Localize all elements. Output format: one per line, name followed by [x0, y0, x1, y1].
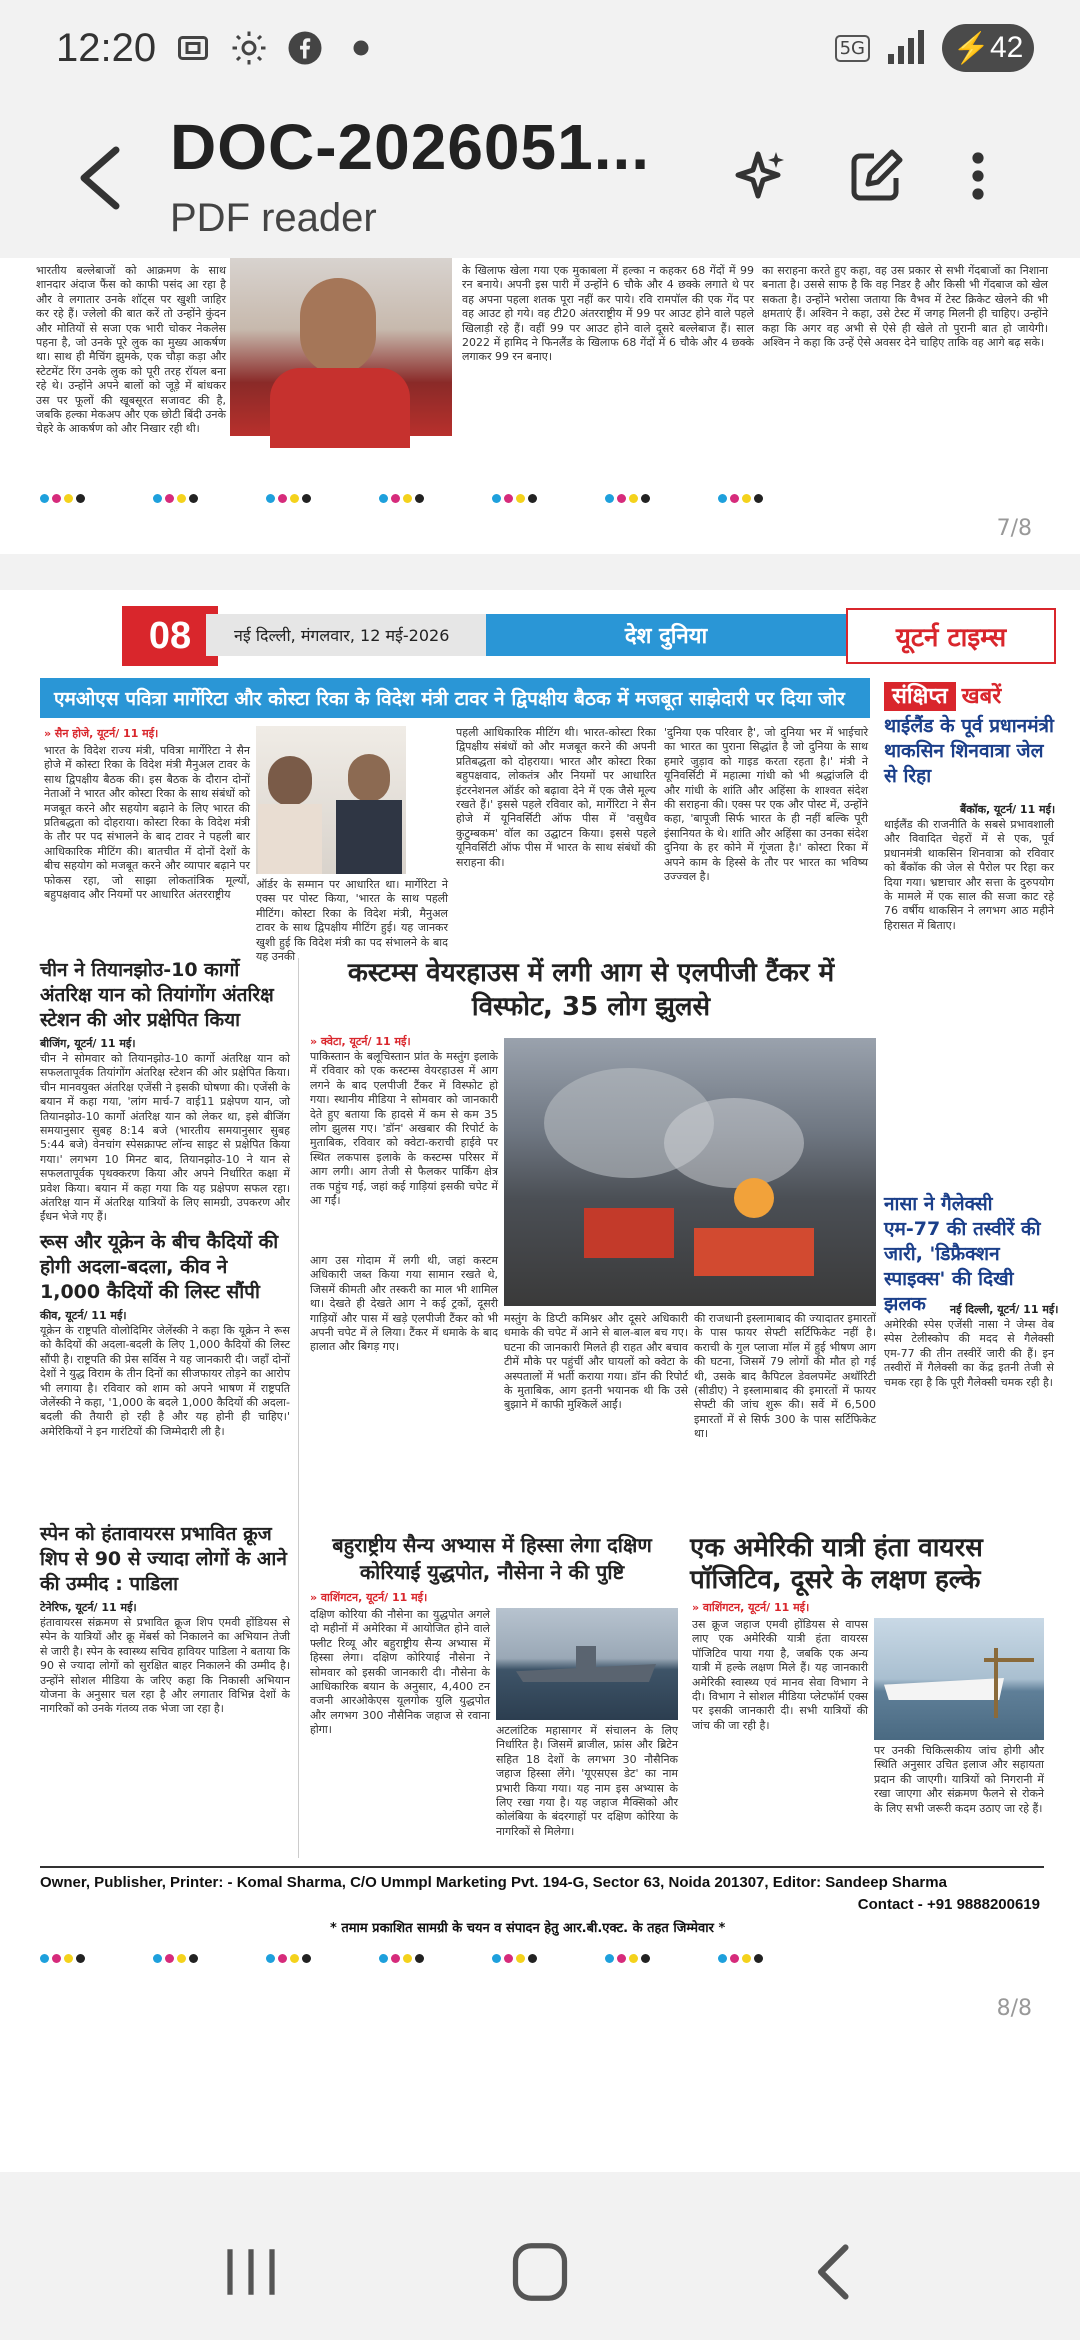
sidebar-story2-dateline: नई दिल्ली, यूटर्न/ 11 मई।	[950, 1303, 1059, 1316]
status-time: 12:20	[56, 26, 157, 70]
story3-body: यूक्रेन के राष्ट्रपति वोलोदिमिर जेलेंस्की ने कहा कि यूक्रेन ने रूस को कैदियों की अदला-बदली के लिए 1,000 कैदियों की लिस्ट सौंपी है। राष्ट्रपति की प्रेस सर्विस ने यह जानकारी दी। जहाँ दोनों देशों ने युद्ध विराम के तीन दिनों का सीजफायर तोड़ने का आरोप भी लगाया है। रविवार को शाम को अपने भाषण में राष्ट्रपति जेलेंस्की ने कहा, '1,000 के बदले 1,000 कैदियों की अदला-बदली की तैयारी हो रही है और यह होनी ही चाहिए।' अमेरिकियों ने इन गारंटियों की जिम्मेदारी ली है।	[40, 1324, 290, 1438]
bolt-icon: ⚡	[952, 31, 990, 65]
story6-column-1: दक्षिण कोरिया की नौसेना का युद्धपोत अगले दो महीनों में अमेरिका में आयोजित होने वाले फ्लीट रिव्यू और बहुराष्ट्रीय सैन्य अभ्यास में हिस्सा लेगा। दक्षिण कोरियाई नौसेना ने सोमवार को इसकी जानकारी दी। नौसेना के आधिकारिक बयान के अनुसार, 4,400 टन वजनी आरओकेएस यूलगोक युलि युद्धपोत और लगभग 300 नौसैनिक जहाज से रवाना होगा।	[310, 1608, 490, 1737]
page7-column-1: भारतीय बल्लेबाजों को आक्रमण के साथ शानदार अंदाज फैंस को काफी पसंद आ रहा है और वे लगातार उनके शॉट्स पर खुशी जाहिर कर रहे हैं। ज्लेलो की बात करें तो उन्होंने कुंदन और मोतियों से सजा एक भारी चोकर नेकलेस पहना है, जो उनके पूरे लुक का मुख्य आकर्षण था। साथ ही मैचिंग झुमके, एक चौड़ा कड़ा और स्टेटमेंट रिंग उनके लुक को पूरी तरह रॉयल बना रहे थे। उन्होंने अपने बालों को जूड़े में बांधकर उस पर फूलों की खूबसूरत सजावट की है, जबकि हल्का मेकअप और एक छोटी बिंदी उनके चेहरे के आकर्षण को और निखार रही थी।	[36, 264, 226, 436]
story2-dateline: बीजिंग, यूटर्न/ 11 मई।	[40, 1037, 136, 1050]
lead-headline: एमओएस पवित्रा मार्गेरिटा और कोस्टा रिका के विदेश मंत्री टावर ने द्विपक्षीय बैठक में मजबूत साझेदारी पर दिया जोर	[40, 678, 870, 718]
registration-marks-2	[40, 1954, 763, 1963]
navigation-bar	[0, 2200, 1080, 2340]
story6-headline: बहुराष्ट्रीय सैन्य अभ्यास में हिस्सा लेगा दक्षिण कोरियाई युद्धपोत, नौसेना ने की पुष्टि	[332, 1533, 652, 1584]
ai-sparkle-icon[interactable]	[730, 146, 790, 206]
story4-headline: स्पेन को हंतावायरस प्रभावित क्रूज शिप से 90 से ज्यादा लोगों के आने की उम्मीद : पाडिला	[40, 1523, 287, 1595]
column-divider	[298, 958, 299, 1858]
footer-rule	[40, 1866, 1044, 1868]
section-title: देश दुनिया	[486, 614, 846, 656]
lead-column-1: भारत के विदेश राज्य मंत्री, पवित्रा मार्गेरिटा ने सैन होजे में कोस्टा रिका के विदेश मंत्री मैनुअल टावर के साथ द्विपक्षीय बैठक की। इस बैठक के दौरान दोनों नेताओं ने भारत और कोस्टा रिका के साथ संबंधों को मजबूत करने और सहयोग बढ़ाने के लिए भारत की प्रतिबद्धता को दोहराया। कोस्टा रिका के विदेश मंत्री के तौर पर पद संभालने के बाद टावर ने पहली बार आधिकारिक मीटिंग की। बातचीत में दोनों देशों के बीच सहयोग को मजबूत करने और व्यापार बढ़ाने पर फोकस रहा, जो साझा लोकतांत्रिक मूल्यों, बहुपक्षवाद और नियमों पर आधारित अंतरराष्ट्रीय	[44, 744, 250, 902]
story7-column-2: पर उनकी चिकित्सकीय जांच होगी और स्थिति अनुसार उचित इलाज और सहायता प्रदान की जाएगी। यात्रियों को निगरानी में रखा जाएगा और संक्रमण फैलने से रोकने के लिए सभी जरूरी कदम उठाए जा रहे हैं।	[874, 1744, 1044, 1815]
home-button[interactable]	[505, 2242, 575, 2302]
sidebar-header	[884, 680, 1001, 710]
lead-column-4: 'दुनिया एक परिवार है', जो दुनिया भर में भाईचारे का भारत का पुराना सिद्धांत है जो दुनिया के साथ हमारे जुड़ाव को गाइड करता रहता है।' मंत्री ने यूनिवर्सिटी में महात्मा गांधी को भी श्रद्धांजलि दी और गांधी के शांति और अहिंसा के शाश्वत संदेश की सराहना की। एक्स पर एक और पोस्ट में, उन्होंने कहा, 'बापूजी सिर्फ भारत के ही नहीं बल्कि पूरी इंसानियत के थे। शांति और अहिंसा का उनका संदेश दुनिया के हर कोने में गूंजता है।' कोस्टा रिका में अपने काम के हिस्से के तौर पर भारत का भविष्य उज्ज्वल है।	[664, 726, 868, 884]
story5-column-1: पाकिस्तान के बलूचिस्तान प्रांत के मस्तुंग इलाके में रविवार को एक कस्टम्स वेयरहाउस में आग लगने के बाद एलपीजी टैंकर में विस्फोट हो गया। स्थानीय मीडिया ने सोमवार को जानकारी देते हुए बताया कि हादसे में कम से कम 35 लोग झुलस गए। 'डॉन' अखबार की रिपोर्ट के मुताबिक, रविवार को क्वेटा-कराची हाईवे पर स्थित लकपास इलाके के कस्टम्स परिसर में आग लगी। आग तेजी से फैलकर पार्किंग क्षेत्र तक पहुंच गई, जहां कई गाड़ियां इसकी चपेट में आ गईं।	[310, 1050, 498, 1208]
sidebar-story1-dateline: बैंकॉक, यूटर्न/ 11 मई।	[960, 803, 1056, 816]
page-indicator: 7/8	[996, 516, 1032, 541]
story4-body: हंतावायरस संक्रमण से प्रभावित क्रूज शिप एमवी होंडियस से स्पेन के यात्रियों और क्रू मेंबर्स को निकालने का अभियान तेजी से जारी है। स्पेन के स्वास्थ्य सचिव हावियर पाडिला ने बताया कि 90 से ज्यादा लोगों को सुरक्षित बाहर निकालने की उम्मीद है। उन्होंने सोशल मीडिया के जरिए कहा कि निकासी अभियान योजना के अनुसार चल रहा है और लगातार विभिन्न देशों के नागरिकों को उनके गंतव्य तक भेजा जा रहा है।	[40, 1616, 290, 1716]
lead-dateline: » सैन होजे, यूटर्न/ 11 मई।	[44, 727, 159, 740]
back-arrow-icon[interactable]	[72, 146, 132, 210]
app-bar	[0, 100, 1080, 258]
signal-icon	[886, 30, 926, 66]
back-button[interactable]	[800, 2242, 870, 2302]
story7-headline: एक अमेरिकी यात्री हंता वायरस पॉजिटिव, दूसरे के लक्षण हल्के	[690, 1533, 983, 1595]
newspaper-page-number: 08	[122, 606, 218, 666]
registration-marks	[40, 494, 763, 503]
status-icons	[175, 30, 379, 66]
pdf-page-8[interactable]	[0, 590, 1080, 2172]
recents-button[interactable]	[216, 2242, 286, 2302]
page7-column-3: का सराहना करते हुए कहा, वह उस प्रकार से सभी गेंदबाजों का निशाना बनाता है। उससे साफ है कि वह निडर है और किसी भी गेंदबाज को खेल सकता है। उन्होंने भरोसा जताया कि वैभव में टेस्ट क्रिकेट खेलने की भी क्षमताएं हैं। अश्विन ने कहा, उसे टेस्ट में जगह मिलनी ही चाहिए। उन्होंने कहा कि अगर वह अभी से ऐसे ही खेले तो पुरानी बात हो जायेगी। अश्विन ने कहा कि उन्हें ऐसे अवसर देने चाहिए ताकि वह आगे बढ़ सके।	[762, 264, 1048, 350]
status-bar	[0, 0, 1080, 100]
app-subtitle: PDF reader	[170, 196, 377, 240]
story5-column-3: मस्तुंग के डिप्टी कमिश्नर और दूसरे अधिकारी धमाके की चपेट में आने से बाल-बाल बच गए। घटना की जानकारी मिलते ही राहत और बचाव टीमें मौके पर पहुंचीं और घायलों को क्वेटा के अस्पतालों में भर्ती कराया गया। डॉन की रिपोर्ट के मुताबिक, आग इतनी भयानक थी कि उसे बुझाने में काफी मुश्किलें आईं।	[504, 1312, 688, 1412]
lead-column-2: ऑर्डर के सम्मान पर आधारित था। मार्गेरिटा ने एक्स पर पोस्ट किया, 'भारत के साथ पहली मीटिंग। कोस्टा रिका के विदेश मंत्री, मैनुअल टावर के साथ द्विपक्षीय मीटिंग हुई। यह जानकर खुशी हुई कि विदेश मंत्री का पद संभालने के बाद यह उनकी	[256, 878, 448, 964]
sidebar-label-a: संक्षिप्त	[884, 682, 956, 711]
imprint-line: Owner, Publisher, Printer: - Komal Sharma, C/O Ummpl Marketing Pvt. 194-G, Sector 63, Noida 201307, Editor: Sandeep Sharma	[40, 1874, 947, 1891]
page-indicator-2: 8/8	[996, 1996, 1032, 2021]
network-badge: 5G	[835, 35, 870, 62]
sidebar-label-b: खबरें	[961, 684, 1002, 709]
disclaimer-line: * तमाम प्रकाशित सामग्री के चयन व संपादन हेतु आर.बी.एक्ट. के तहत जिम्मेवार *	[330, 1921, 726, 1936]
newspaper-brand: यूटर्न टाइम्स	[846, 608, 1056, 664]
dot-icon	[343, 30, 379, 66]
contact-line: Contact - +91 9888200619	[857, 1896, 1040, 1913]
sidebar-story2-headline: नासा ने गैलेक्सी एम-77 की तस्वीरें की जारी, 'डिफ्रैक्शन स्पाइक्स' की दिखी झलक	[884, 1193, 1041, 1315]
story5-dateline: » क्वेटा, यूटर्न/ 11 मई।	[310, 1035, 411, 1048]
sidebar-story1-headline: थाईलैंड के पूर्व प्रधानमंत्री थाकसिन शिनवात्रा जेल से रिहा	[884, 715, 1054, 787]
story4-dateline: टेनेरिफ, यूटर्न/ 11 मई।	[40, 1601, 137, 1614]
page7-column-2: के खिलाफ खेला गया एक मुकाबला में हल्का न कहकर 68 गेंदों में 99 रन बनाये। अपनी इस पारी में उन्होंने 6 चौके और 4 छक्के लगाते थे पर वह अपना पहला शतक पूरा नहीं कर पाये। रवि रामपॉल की एक गेंद पर वह आउट हो गये। वह टी20 अंतरराष्ट्रीय में 99 पर आउट होने वाले पहले खिलाड़ी रहे हैं। वहीं 99 पर आउट होने वाले दूसरे बल्लेबाज हैं। साल 2022 में हामिद ने फिनलैंड के खिलाफ 68 गेंदों में 6 चौके और 4 छक्के लगाकर 99 रन बनाए।	[462, 264, 754, 364]
story5-headline: कस्टम्स वेयरहाउस में लगी आग से एलपीजी टैंकर में विस्फोट, 35 लोग झुलसे	[347, 958, 835, 1022]
story2-body: चीन ने सोमवार को तियानझोउ-10 कार्गो अंतरिक्ष यान को सफलतापूर्वक तियांगोंग अंतरिक्ष स्टेशन की ओर प्रक्षेपित किया। चीन मानवयुक्त अंतरिक्ष एजेंसी ने इसकी घोषणा की। एजेंसी के बयान में कहा गया, 'लांग मार्च-7 वाई11 प्रक्षेपण यान, जो तियानझोउ-10 कार्गो अंतरिक्ष यान को लेकर था, इसे बीजिंग समयानुसार सुबह 8:14 बजे (भारतीय समयानुसार सुबह 5:44 बजे) वेनचांग स्पेसक्राफ्ट लॉन्च साइट से प्रक्षेपित किया गया।' लगभग 10 मिनट बाद, तियानझोउ-10 ने यान से सफलतापूर्वक पृथक्करण किया और अपने निर्धारित कक्षा में प्रवेश किया। बयान में कहा गया कि यह प्रक्षेपण सफल रहा। अंतरिक्ष यान में अंतरिक्ष यात्रियों के लिए सामग्री, उपकरण और ईंधन भेजे गए हैं।	[40, 1052, 290, 1224]
warship-photo	[496, 1608, 678, 1720]
newspaper-header	[38, 604, 1048, 662]
story3-dateline: कीव, यूटर्न/ 11 मई।	[40, 1309, 127, 1322]
edit-icon[interactable]	[846, 146, 906, 206]
screenshot-icon	[175, 30, 211, 66]
newspaper-date: नई दिल्ली, मंगलवार, 12 मई-2026	[206, 614, 486, 656]
story2-headline: चीन ने तियानझोउ-10 कार्गो अंतरिक्ष यान को तियांगोंग अंतरिक्ष स्टेशन की ओर प्रक्षेपित किया	[40, 959, 274, 1031]
cruise-ship-photo	[874, 1618, 1044, 1740]
battery-level: 42	[989, 31, 1024, 64]
story3-headline: रूस और यूक्रेन के बीच कैदियों की होगी अदला-बदला, कीव ने 1,000 कैदियों की लिस्ट सौंपी	[40, 1231, 279, 1303]
more-vert-icon[interactable]	[948, 146, 1008, 206]
lead-column-3: पहली आधिकारिक मीटिंग थी। भारत-कोस्टा रिका द्विपक्षीय संबंधों को और मजबूत करने की अपनी प्रतिबद्धता को दोहराया। भारत और कोस्टा रिका बहुपक्षवाद, लोकतंत्र और नियमों पर आधारित इंटरनेशनल ऑर्डर को बढ़ावा देने में एक जैसे मूल्य रखते हैं।' इससे पहले रविवार को, मार्गेरिटा ने सैन होजे में यूनिवर्सिटी ऑफ पीस में 'वसुधैव कुटुम्बकम' वॉल का उद्घाटन किया। इससे पहले यूनिवर्सिटी ऑफ पीस में भारत के साथ संबंधों की सराहना की।	[456, 726, 656, 869]
status-right	[835, 24, 1034, 72]
sidebar-story1-body: थाईलैंड की राजनीति के सबसे प्रभावशाली और विवादित चेहरों में से एक, पूर्व प्रधानमंत्री थाकसिन शिनवात्रा को रविवार को बैंकॉक की जेल से पैरोल पर रिहा कर दिया गया। भ्रष्टाचार और सत्ता के दुरुपयोग के मामले में एक साल की सजा काट रहे 76 वर्षीय थाकसिन ने लगभग आठ महीने हिरासत में बिताए।	[884, 818, 1054, 932]
brightness-icon	[231, 30, 267, 66]
facebook-icon	[287, 30, 323, 66]
story7-column-1: उस क्रूज जहाज एमवी होंडियस से वापस लाए एक अमेरिकी यात्री हंता वायरस पॉजिटिव पाया गया है, जबकि एक अन्य यात्री में हल्के लक्षण मिले हैं। यह जानकारी अमेरिकी स्वास्थ्य एवं मानव सेवा विभाग ने दी। विभाग ने सोशल मीडिया प्लेटफॉर्म एक्स पर इसकी जानकारी दी। सभी यात्रियों की जांच की जा रही है।	[692, 1618, 868, 1732]
story6-dateline: » वाशिंगटन, यूटर्न/ 11 मई।	[310, 1591, 428, 1604]
battery-indicator	[942, 24, 1034, 72]
document-title: DOC-2026051...	[170, 111, 651, 183]
story6-column-2: अटलांटिक महासागर में संचालन के लिए निर्धारित है। जिसमें ब्राजील, फ्रांस और ब्रिटेन सहित 18 देशों के लगभग 30 नौसैनिक जहाज हिस्सा लेंगे। 'यूएसएस डेट' का नाम प्रभारी किया गया। यह नाम इस अभ्यास के लिए रखा गया है। यह जहाज मैक्सिको और कोलंबिया के बंदरगाहों पर दक्षिण कोरिया के नागरिकों से मिलेगा।	[496, 1724, 678, 1838]
story5-column-2: आग उस गोदाम में लगी थी, जहां कस्टम अधिकारी जब्त किया गया सामान रखते थे, जिसमें कीमती और तस्करी का माल भी शामिल था। देखते ही देखते आग ने कई ट्रकों, दूसरी गाड़ियों और पास में खड़े एलपीजी टैंकर को भी अपनी चपेट में ले लिया। टैंकर में धमाके के बाद हालात और बिगड़ गए।	[310, 1254, 498, 1354]
story7-dateline: » वाशिंगटन, यूटर्न/ 11 मई।	[692, 1601, 810, 1614]
fire-photo	[504, 1038, 876, 1306]
cricketer-photo	[230, 258, 452, 436]
ministers-photo	[256, 726, 406, 874]
pdf-page-7[interactable]	[0, 258, 1080, 554]
story5-column-4: की राजधानी इस्लामाबाद की ज्यादातर इमारतों के पास फायर सेफ्टी सर्टिफिकेट नहीं है। कराची के गुल प्लाजा मॉल में हुई भीषण आग की घटना, जिसमें 79 लोगों की मौत हो गई थी, उसके बाद कैपिटल डेवलपमेंट अथॉरिटी (सीडीए) ने इस्लामाबाद की इमारतों में फायर सेफ्टी की जांच शुरू की। सर्वे में 6,500 इमारतों में से सिर्फ 300 के पास सर्टिफिकेट था।	[694, 1312, 876, 1441]
sidebar-story2-body: अमेरिकी स्पेस एजेंसी नासा ने जेम्स वेब स्पेस टेलीस्कोप की मदद से गैलेक्सी एम-77 की तीन तस्वीरें जारी की हैं। इन तस्वीरों में गैलेक्सी का केंद्र इतनी तेजी से चमक रहा है कि पूरी गैलेक्सी चमक रही है।	[884, 1318, 1054, 1389]
